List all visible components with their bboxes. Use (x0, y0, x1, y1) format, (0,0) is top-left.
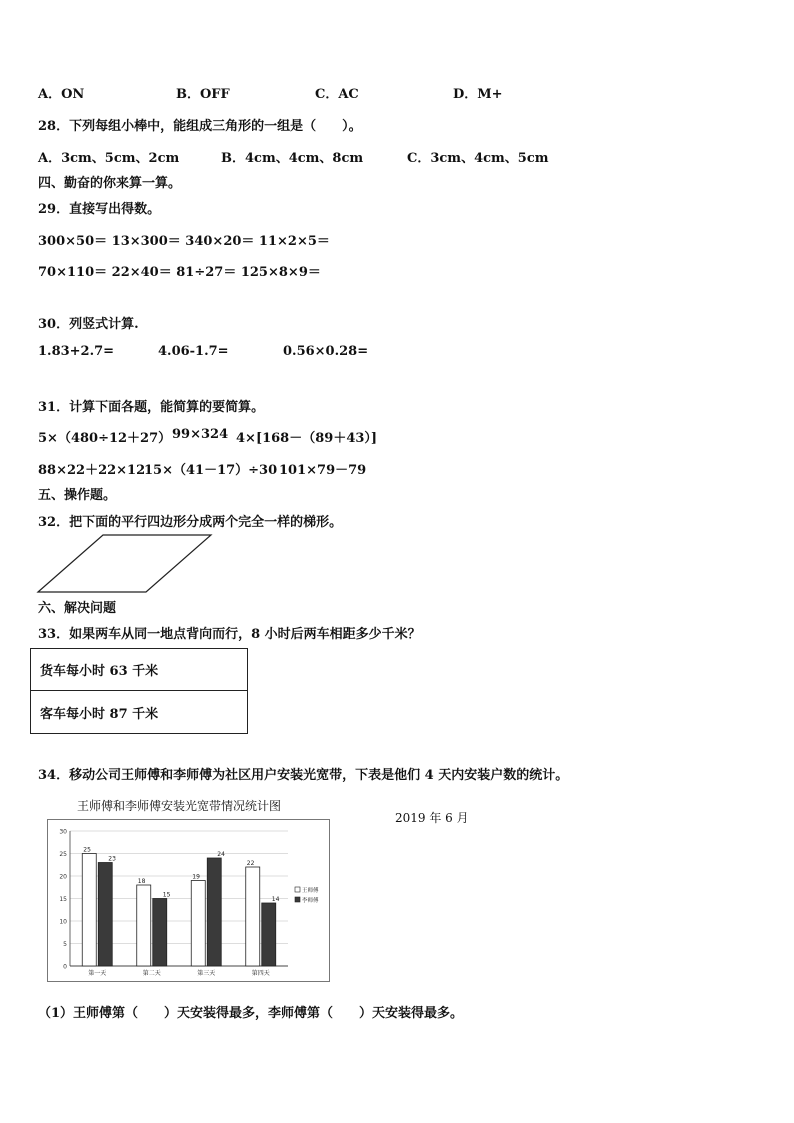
q27-option-d: D．M+ (453, 87, 503, 102)
chart-date: 2019 年 6 月 (395, 811, 469, 825)
y-tick-label: 15 (59, 896, 67, 903)
q29-row-1: 300×50＝ 13×300＝ 340×20＝ 11×2×5＝ (38, 234, 330, 249)
bar-chart-frame (47, 819, 330, 982)
q31-r1-item-1: 5×（480÷12＋27） (38, 431, 172, 446)
q28-stem: 28．下列每组小棒中，能组成三角形的一组是（ ）。 (38, 119, 362, 134)
data-label: 22 (246, 860, 255, 867)
bar (137, 885, 151, 966)
y-tick-label: 10 (59, 918, 67, 926)
q31-stem: 31．计算下面各题，能简算的要简算。 (38, 400, 265, 415)
bar (246, 867, 260, 966)
bar (153, 899, 167, 967)
q30-item-3: 0.56×0.28= (283, 344, 369, 359)
legend-swatch (295, 897, 300, 902)
chart-title: 王师傅和李师傅安装光宽带情况统计图 (77, 799, 282, 813)
q27-option-a: A．ON (38, 87, 85, 102)
bar (262, 903, 276, 966)
data-label: 24 (217, 851, 225, 858)
q33-table-row-bus: 客车每小时 87 千米 (30, 690, 248, 734)
q31-r2-item-2: 15×（41－17）÷30 (144, 463, 278, 478)
q28-option-b: B．4cm、4cm、8cm (221, 151, 364, 166)
bar (191, 881, 205, 967)
data-label: 25 (83, 846, 91, 854)
q29-row-2: 70×110＝ 22×40＝ 81÷27＝ 125×8×9＝ (38, 265, 321, 280)
y-tick-label: 25 (59, 851, 67, 858)
bar (82, 854, 96, 967)
q30-item-1: 1.83+2.7= (38, 344, 115, 359)
data-label: 23 (108, 855, 116, 863)
data-label: 14 (271, 896, 280, 903)
x-tick-label: 第一天 (88, 970, 107, 977)
x-tick-label: 第四天 (251, 970, 270, 977)
data-label: 18 (137, 878, 146, 885)
q29-stem: 29．直接写出得数。 (38, 202, 161, 217)
section-heading-5: 五、操作题。 (38, 488, 117, 503)
parallelogram-figure (36, 532, 216, 596)
q31-r2-item-1: 88×22＋22×12 (38, 463, 146, 478)
q32-stem: 32．把下面的平行四边形分成两个完全一样的梯形。 (38, 515, 343, 530)
legend-label: 王师傅 (302, 888, 319, 894)
x-tick-label: 第二天 (142, 970, 161, 977)
q28-option-a: A．3cm、5cm、2cm (38, 151, 180, 166)
q28-option-c: C．3cm、4cm、5cm (407, 151, 549, 166)
bar (98, 863, 112, 967)
q34-sub-question-1: （1）王师傅第（ ）天安装得最多，李师傅第（ ）天安装得最多。 (38, 1006, 464, 1021)
y-tick-label: 30 (59, 828, 67, 836)
q31-r1-item-3: 4×[168－（89＋43）] (236, 431, 378, 446)
q27-option-b: B．OFF (176, 87, 230, 102)
q30-stem: 30．列竖式计算. (38, 317, 139, 332)
y-tick-label: 0 (63, 963, 67, 971)
legend-swatch (295, 887, 300, 892)
q30-item-2: 4.06-1.7= (158, 344, 229, 359)
legend-label: 李师傅 (302, 898, 319, 904)
x-tick-label: 第三天 (197, 970, 216, 977)
q33-table-row-truck: 货车每小时 63 千米 (30, 648, 248, 691)
q33-stem: 33．如果两车从同一地点背向而行，8 小时后两车相距多少千米？ (38, 627, 421, 642)
q34-stem: 34．移动公司王师傅和李师傅为社区用户安装光宽带，下表是他们 4 天内安装户数的统计。 (38, 768, 569, 783)
section-heading-4: 四、勤奋的你来算一算。 (38, 176, 182, 191)
data-label: 19 (192, 873, 200, 881)
section-heading-6: 六、解决问题 (38, 601, 117, 616)
bar-chart (48, 820, 329, 981)
y-tick-label: 5 (63, 941, 67, 948)
y-tick-label: 20 (59, 873, 67, 881)
data-label: 15 (162, 891, 171, 899)
bar (207, 858, 221, 966)
q27-option-c: C．AC (315, 87, 359, 102)
q31-r2-item-3: 101×79－79 (279, 463, 367, 478)
q31-r1-item-2: 99×324 (172, 427, 229, 442)
